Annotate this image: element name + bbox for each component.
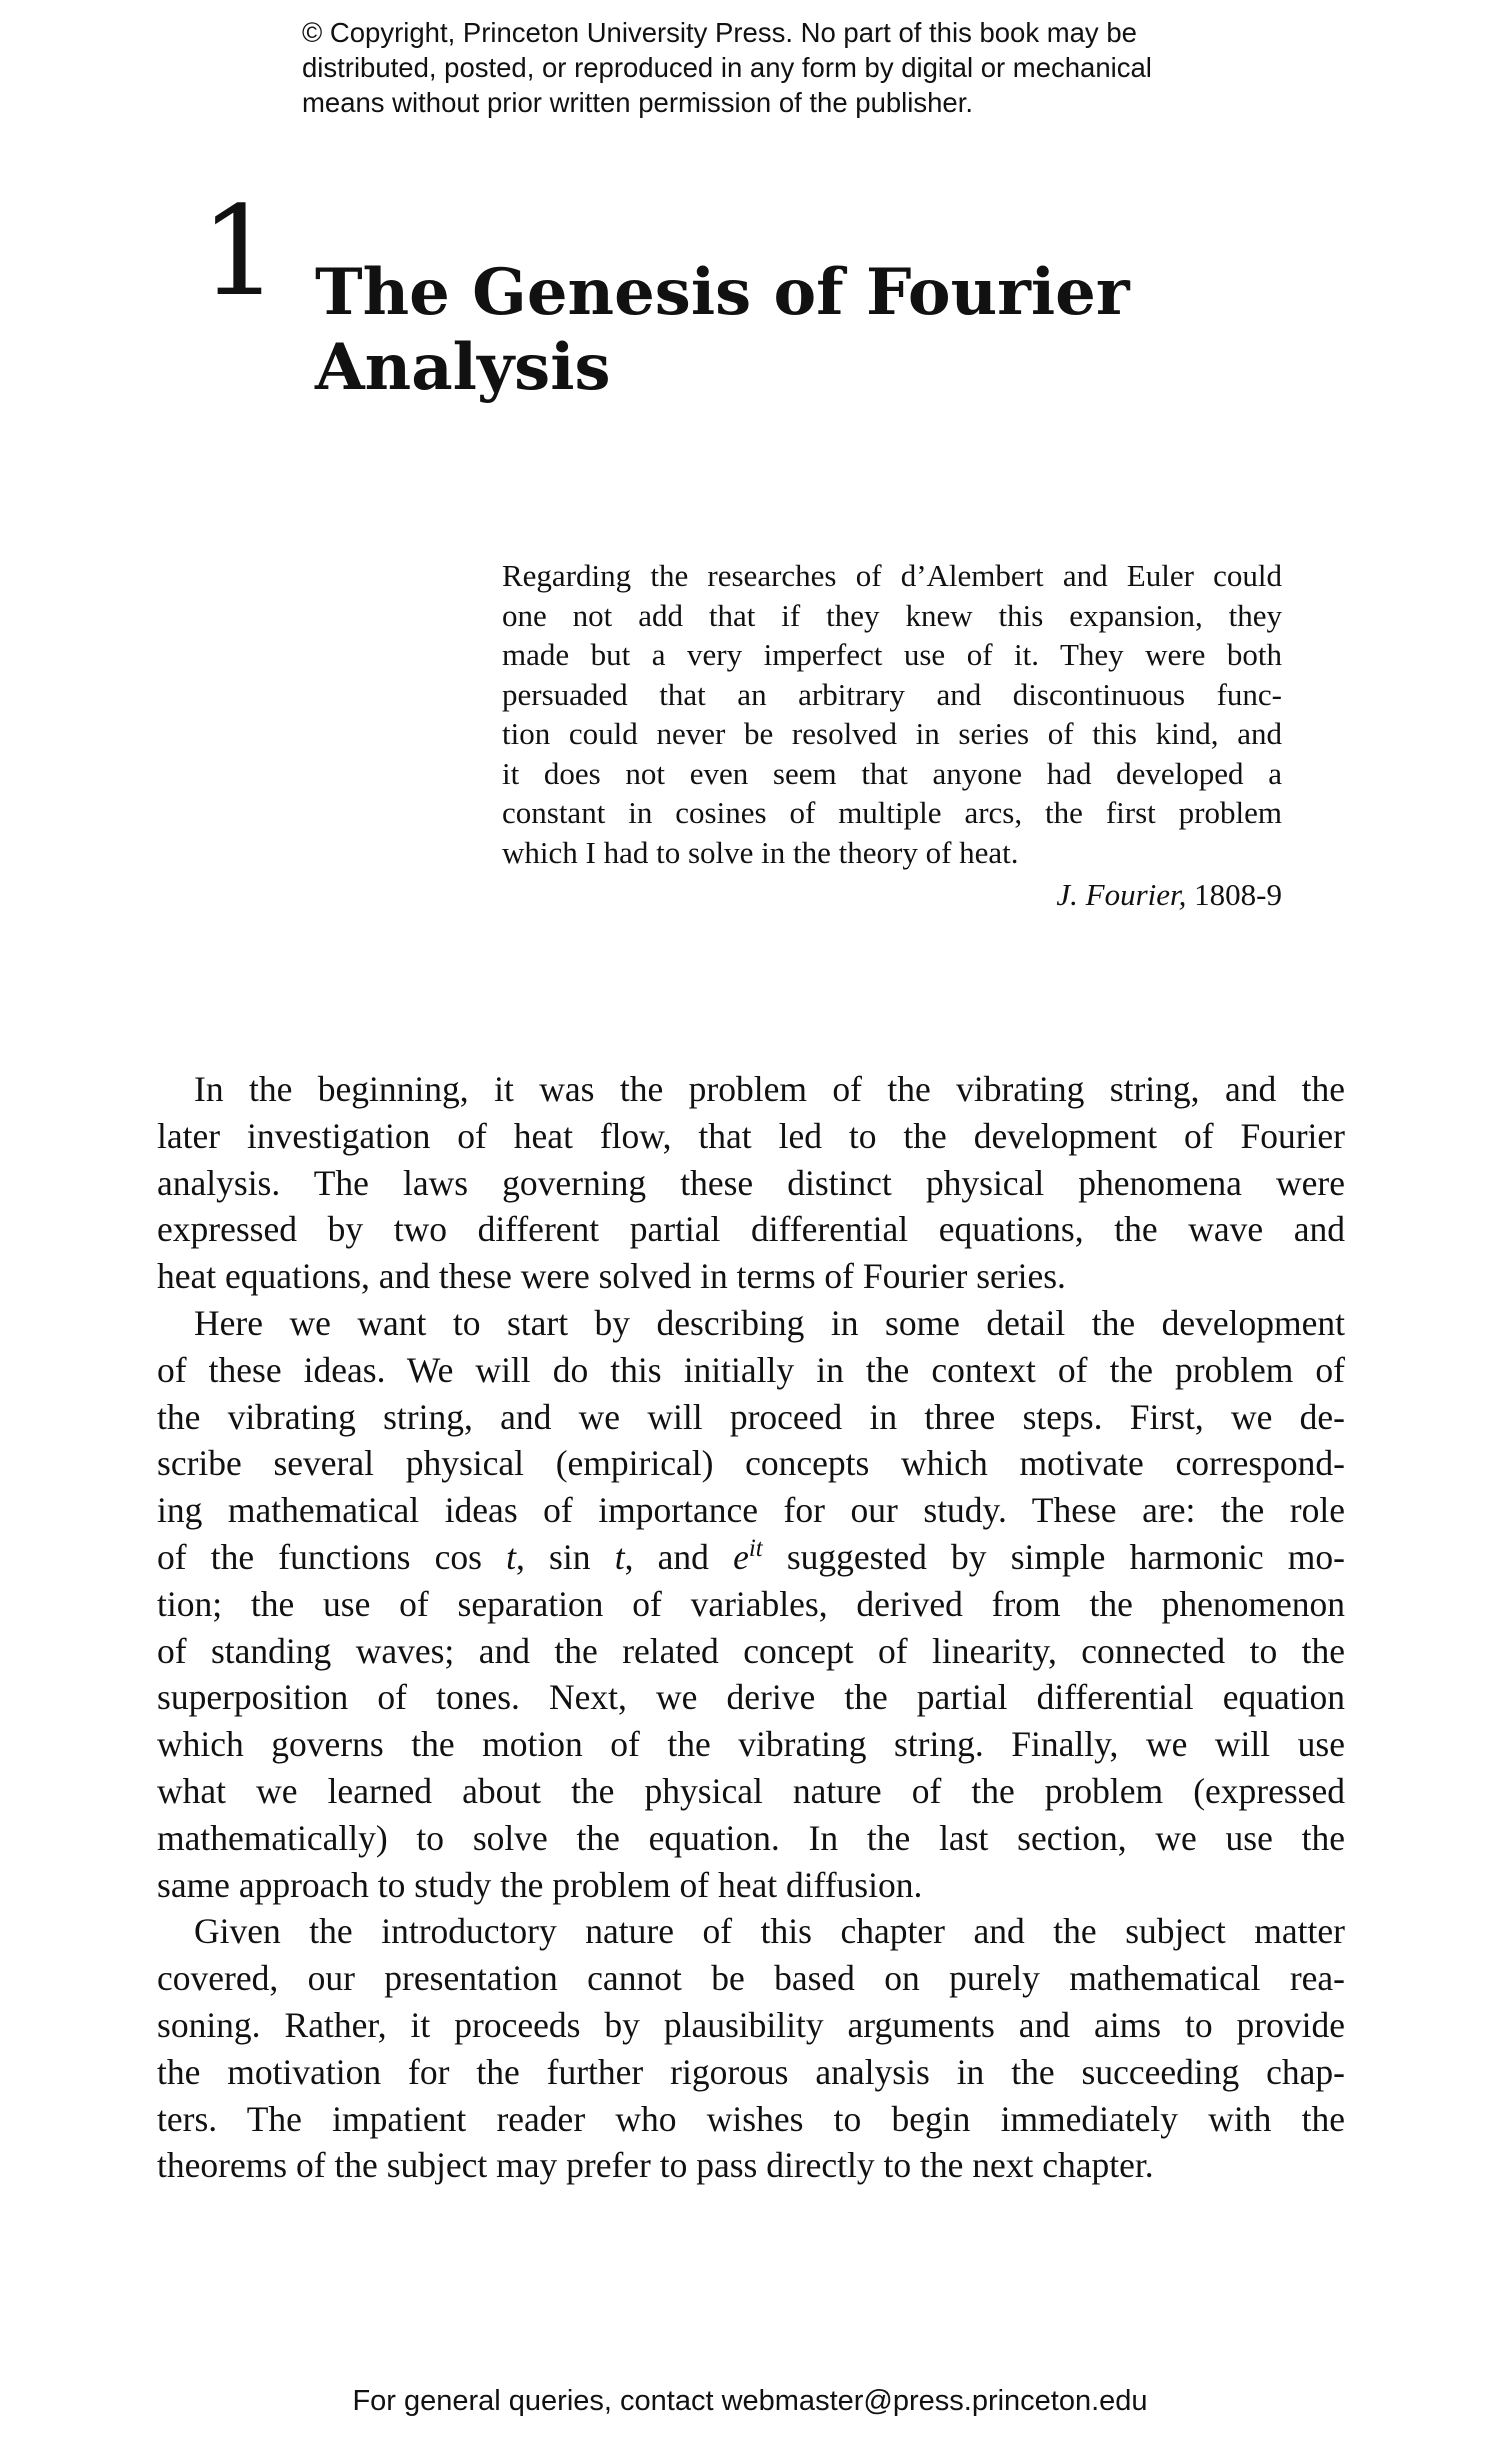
body-line: soning. Rather, it proceeds by plausibility arguments and aims to provide (157, 2004, 1345, 2045)
body-line: In the beginning, it was the problem of the vibrating string, and the (194, 1069, 1345, 1109)
chapter-title (315, 255, 1130, 405)
math-exponent: it (748, 1535, 763, 1563)
footer-contact: For general queries, contact webmaster@press.princeton.edu (352, 2385, 1148, 2417)
body-line: covered, our presentation cannot be based on purely mathematical rea- (157, 1958, 1345, 1999)
epigraph-line: Regarding the researches of d’Alembert and Euler could (502, 558, 1282, 593)
epigraph-author: J. Fourier, (1056, 877, 1187, 912)
body-line: theorems of the subject may prefer to pass directly to the next chapter. (157, 2145, 1154, 2186)
body-line: of these ideas. We will do this initially in the context of the problem of (157, 1349, 1345, 1390)
math-exponential: e (733, 1536, 749, 1577)
body-line: mathematically) to solve the equation. In the last section, we use the (157, 1817, 1345, 1858)
chapter-number: 1 (200, 180, 279, 324)
math-variable: t (506, 1536, 516, 1577)
copyright-notice (302, 15, 1262, 120)
body-line: heat equations, and these were solved in terms of Fourier series. (157, 1256, 1066, 1297)
chapter-title-line: The Genesis of Fourier (315, 255, 1130, 330)
body-line: analysis. The laws governing these distinct physical phenomena were (157, 1162, 1345, 1203)
epigraph-attribution (502, 875, 1282, 915)
body-line: same approach to study the problem of heat diffusion. (157, 1864, 923, 1905)
body-line: tion; the use of separation of variables, derived from the phenomenon (157, 1583, 1345, 1624)
chapter-title-line: Analysis (315, 330, 611, 405)
epigraph-line: made but a very imperfect use of it. They were both (502, 637, 1282, 672)
math-text: , and (624, 1536, 734, 1577)
body-line: of standing waves; and the related concept of linearity, connected to the (157, 1630, 1345, 1671)
body-line: ing mathematical ideas of importance for our study. These are: the role (157, 1490, 1345, 1531)
epigraph (502, 556, 1282, 872)
body-line: which governs the motion of the vibrating string. Finally, we will use (157, 1724, 1345, 1765)
body-text (157, 1066, 1345, 2189)
body-line: Here we want to start by describing in some detail the development (194, 1302, 1345, 1343)
epigraph-line: constant in cosines of multiple arcs, the first problem (502, 795, 1282, 830)
body-line: scribe several physical (empirical) concepts which motivate correspond- (157, 1443, 1345, 1484)
math-text: suggested by simple harmonic mo- (762, 1536, 1345, 1577)
copyright-line: distributed, posted, or reproduced in any form by digital or mechanical (302, 52, 1152, 83)
body-line: superposition of tones. Next, we derive the partial differential equation (157, 1677, 1345, 1718)
epigraph-line: it does not even seem that anyone had developed a (502, 755, 1282, 791)
body-math-line (157, 1534, 1345, 1581)
body-line: Given the introductory nature of this chapter and the subject matter (194, 1911, 1345, 1952)
epigraph-line: one not add that if they knew this expansion, they (502, 597, 1282, 633)
epigraph-line: which I had to solve in the theory of heat. (502, 834, 1019, 870)
math-text: , sin (516, 1536, 615, 1577)
body-line: expressed by two different partial differential equations, the wave and (157, 1209, 1345, 1250)
body-line: ters. The impatient reader who wishes to begin immediately with the (157, 2098, 1345, 2139)
copyright-line: © Copyright, Princeton University Press. No part of this book may be (302, 17, 1137, 48)
epigraph-year: 1808-9 (1186, 877, 1282, 912)
body-line: the motivation for the further rigorous analysis in the succeeding chap- (157, 2051, 1345, 2092)
math-variable: t (614, 1536, 625, 1577)
epigraph-line: tion could never be resolved in series of this kind, and (502, 716, 1282, 751)
body-line: the vibrating string, and we will proceed in three steps. First, we de- (157, 1396, 1345, 1437)
math-text: of the functions cos (157, 1536, 507, 1577)
body-line: later investigation of heat flow, that led to the development of Fourier (157, 1115, 1345, 1156)
epigraph-line: persuaded that an arbitrary and discontinuous func- (502, 676, 1282, 712)
body-line: what we learned about the physical nature of the problem (expressed (157, 1770, 1345, 1811)
copyright-line: means without prior written permission of the publisher. (302, 87, 974, 118)
